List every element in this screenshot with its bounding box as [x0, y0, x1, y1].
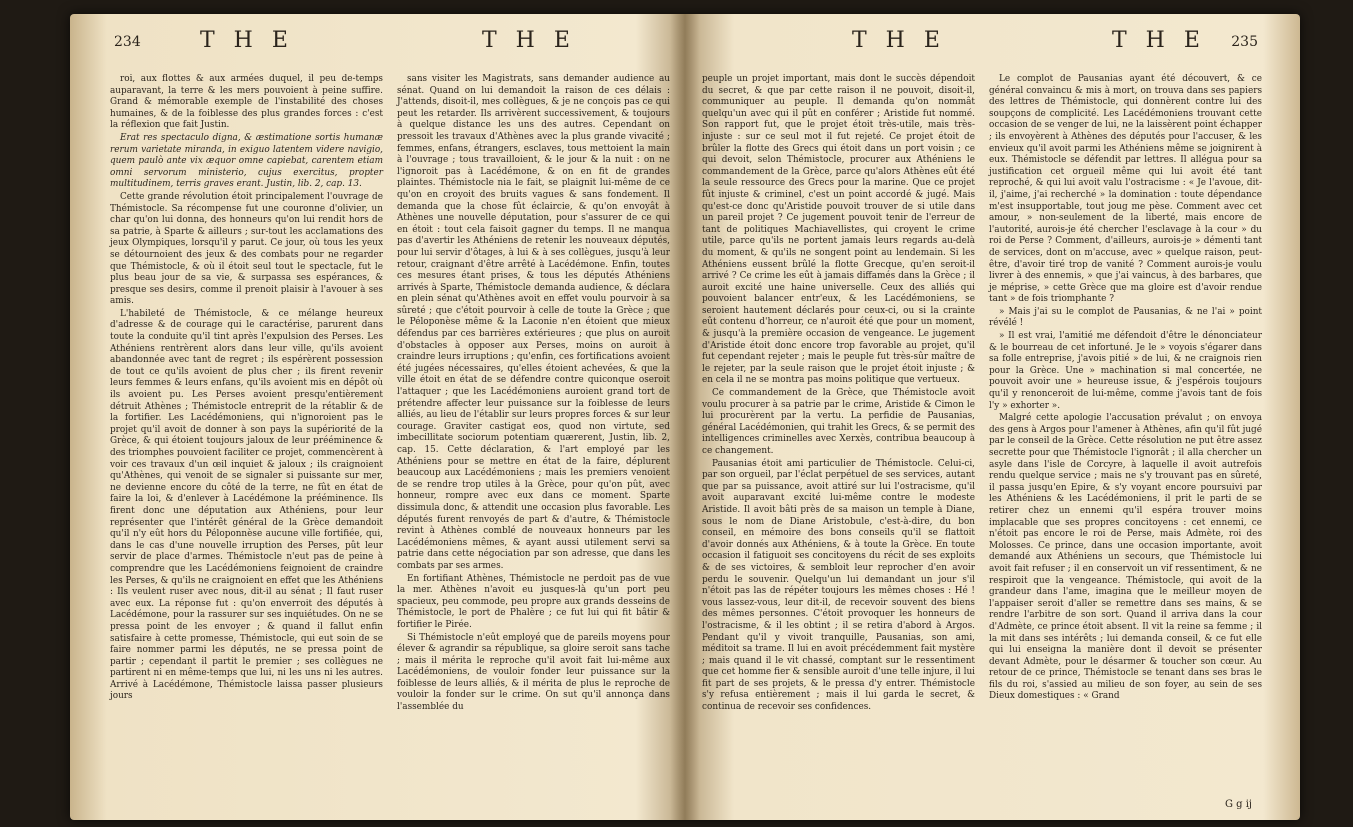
text-column	[989, 74, 1262, 814]
paragraph: Le complot de Pausanias ayant été découvert, & ce général convaincu & mis à mort, on trouva dans ses papiers des lettres de Thémistocle, qui donnèrent contre lui des soupçons de complicité. Les Lacédémoniens trouvant cette occasion de se venger de lui, ne la laissèrent point échapper ; ils envoyèrent à Athènes des députés pour l'accuser, & les envieux qu'il avoit parmi les Athéniens même se joignirent à eux. Thémistocle se défendit par lettres. Il allégua pour sa justification cet orgueil même qui lui avoit été tant reproché, & qui lui avoit valu l'ostracisme : « Je l'avoue, dit-il, j'aime, j'ai recherché » la domination : toute dépendance m'est insupportable, tout joug me pèse. Comment avec cet amour, » non-seulement de la liberté, mais encore de l'autorité, aurois-je été chercher l'esclavage à la cour » du roi de Perse ? Comment, d'ailleurs, aurois-je » démenti tant de services, dont on m'accuse, avec » quelque raison, peut-être, d'avoir tiré trop de vanité ? Comment aurois-je voulu livrer à des ennemis, » que j'ai vaincus, à des barbares, que je méprise, » cette Grèce que ma gloire est d'avoir rendue tant » de fois triomphante ?	[989, 74, 1262, 305]
running-head: T H E	[482, 28, 576, 53]
paragraph: roi, aux flottes & aux armées duquel, il peu de-temps auparavant, la terre & les mers pouvoient à peine suffire. Grand & mémorable exemple de l'instabilité des choses humaines, & de la foiblesse des plus grandes forces : c'est la réflexion que fait Justin.	[110, 74, 383, 131]
paragraph: Cette grande révolution étoit principalement l'ouvrage de Thémistocle. Sa récompense fut une couronne d'olivier, un char qu'on lui donna, des honneurs qu'on lui rendit hors de sa patrie, à Sparte & ailleurs ; sur-tout les acclamations des jeux Olympiques, lorsqu'il y parut. Ce jour, où tous les yeux se détournoient des jeux & des combats pour ne regarder que Thémistocle, & où il étoit seul tout le spectacle, fut le plus beau jour de sa vie, & surpassa ses espérances, & presque ses desirs, comme il prenoit plaisir à l'avouer à ses amis.	[110, 191, 383, 307]
paragraph: peuple un projet important, mais dont le succès dépendoit du secret, & que par cette raison il ne pouvoit, disoit-il, communiquer au peuple. Il demanda qu'on nommât quelqu'un avec qui il pût en conférer ; Aristide fut nommé. Son rapport fut, que le projet étoit très-utile, mais très-injuste : sur ce seul mot il fut rejeté. Ce projet étoit de brûler la flotte des Grecs qui étoit dans un port voisin ; ce qui devoit, selon Thémistocle, procurer aux Athéniens le commandement de la Grèce, parce qu'alors Athènes eût été la seule ressource des Grecs pour la marine. Que ce projet fût injuste & criminel, c'est un point accordé & jugé. Mais qu'est-ce donc qu'Aristide pouvoit trouver de si utile dans un pareil projet ? Ce jugement pouvoit tenir de l'erreur de tant de politiques Machiavellistes, qui croyent le crime utile, parce qu'ils ne portent jamais leurs regards au-delà du moment, & qu'ils ne songent point au lendemain. Si les Athéniens eussent brûlé la flotte Grecque, qu'en seroit-il arrivé ? Ce crime les eût à jamais diffamés dans la Grèce ; il auroit excité une haine universelle. Ceux des alliés qui pouvoient balancer entr'eux, & les Lacédémoniens, se seroient hautement déclarés pour ceux-ci, ou si la crainte eût contenu d'horreur, ce n'auroit été que pour un moment, & jusqu'à la première occasion de vengeance. Le jugement d'Aristide étoit donc encore trop favorable au projet, qu'il fut cependant rejeter ; mais le peuple fut très-sûr maître de le rejeter, par la seule raison que le projet étoit injuste ; & en cela il ne se montra pas moins politique que vertueux.	[702, 74, 975, 386]
page-number: 234	[114, 34, 141, 50]
catchword: G g ij	[1224, 799, 1252, 810]
paragraph: En fortifiant Athènes, Thémistocle ne perdoit pas de vue la mer. Athènes n'avoit eu jusques-là qu'un port peu spacieux, peu commode, peu propre aux grands desseins de Thémistocle, le port de Phalère ; ce fut lui qui fit bâtir & fortifier le Pirée.	[397, 573, 670, 630]
text-column	[110, 74, 383, 814]
paragraph: Si Thémistocle n'eût employé que de pareils moyens pour élever & agrandir sa république, sa gloire seroit sans tache ; mais il mérita le reproche qu'il avoit fait lui-même aux Lacédémoniens, de vouloir fonder leur puissance sur la foiblesse de leurs alliés, & il mérita de plus le reproche de vouloir la fonder sur le crime. On sut qu'il annonça dans l'assemblée du	[397, 632, 670, 713]
paragraph: Ce commandement de la Grèce, que Thémistocle avoit voulu procurer à sa patrie par le crime, Aristide & Cimon le lui procurèrent par la vertu. La perfidie de Pausanias, général Lacédémonien, qui trahit les Grecs, & se permit des intelligences criminelles avec Xerxès, contribua beaucoup à ce changement.	[702, 388, 975, 456]
paragraph: L'habileté de Thémistocle, & ce mélange heureux d'adresse & de courage qui le caractérise, parurent dans toute la conduite qu'il tint après l'expulsion des Perses. Les Athéniens rentrèrent alors dans leur ville, qu'ils avoient abandonnée avec tant de regret ; ils espérèrent possession de tout ce qu'ils avoient de plus cher ; ils firent revenir leurs femmes & leurs enfans, qu'ils avoient mis en dépôt où ils avoient pu. Les Perses avoient presqu'entièrement détruit Athènes ; Thémistocle entreprit de la rétablir & de la fortifier. Les Lacédémoniens, qui n'ignoroient pas le projet qu'il avoit de donner à son pays la supériorité de la Grèce, & qui étoient toujours jaloux de leur prééminence & des triomphes pouvoient faciliter ce projet, commencèrent à voir ces travaux d'un œil inquiet & jaloux ; ils craignoient qu'Athènes, qui venoit de se signaler si puissante sur mer, ne devienne encore du côté de la terre, ne fût en état de faire la loi, & d'enlever à Lacédémone la prééminence. Ils firent donc une députation aux Athéniens, pour leur représenter que l'intérêt général de la Grèce demandoit qu'il n'y eût hors du Péloponnèse aucune ville fortifiée, qui, dans le cas d'une nouvelle irruption des Perses, pût leur servir de place d'armes. Thémistocle n'eut pas de peine à comprendre que les Lacédémoniens feignoient de craindre les Perses, & qu'ils ne craignoient en effet que les Athéniens : Ils veulent ruser avec nous, dit-il au sénat ; Il faut ruser avec eux. La réponse fut : qu'on enverroit des députés à Lacédémone, pour la rassurer sur ses inquiétudes. On ne se pressa point de les envoyer ; & quand il fallut enfin satisfaire à cette promesse, Thémistocle, qui eut soin de se faire nommer parmi les députés, ne se pressa point de partir ; cependant il partit le premier ; ses collègues ne partirent ni en même-temps que lui, ni les uns ni les autres. Arrivé à Lacédémone, Thémistocle laissa passer plusieurs jours	[110, 308, 384, 702]
paragraph: Malgré cette apologie l'accusation prévalut ; on envoya des gens à Argos pour l'amener à Athènes, afin qu'il fût jugé par le conseil de la Grèce. Cette résolution ne put être assez secrette pour que Thémistocle l'ignorât ; il alla chercher un asyle dans l'isle de Corcyre, à laquelle il avoit autrefois rendu quelque service ; mais ne s'y trouvant pas en sûreté, il passa jusqu'en Epire, & s'y voyant encore poursuivi par les Athéniens & les Lacédémoniens, il prit le parti de se retirer chez un ennemi qu'il espéra trouver moins implacable que ses propres concitoyens : cet ennemi, ce n'étoit pas encore le roi de Perse, mais Admète, roi des Molosses. Ce prince, dans une occasion importante, avoit demandé aux Athéniens un secours, que Thémistocle lui avoit fait refuser ; il en conservoit un vif ressentiment, & ne respiroit que la vengeance. Thémistocle, qui avoit de la grandeur dans l'ame, imagina que le meilleur moyen de l'appaiser seroit d'aller se remettre dans ses mains, & se rendre l'arbitre de son sort. Quand il arriva dans la cour d'Admète, ce prince étoit absent. Il vit la reine sa femme ; il la mit dans ses intérêts ; lui demanda conseil, & ce fut elle qui lui enseigna la manière dont il devoit se présenter devant Admète, pour le désarmer & toucher son cœur. Au retour de ce prince, Thémistocle se tenant dans ses bras le fils du roi, s'assied au milieu de son foyer, au sein de ses Dieux domestiques : « Grand	[989, 413, 1262, 702]
left-page	[110, 28, 670, 814]
quotation: Erat res spectaculo digna, & æstimatione sortis humanæ rerum varietate miranda, in exiguo latentem videre navigio, quem paulò ante vix æquor omne capiebat, carentem etiam omni servorum ministerio, cujus exercitus, propter multitudinem, terris graves erant. Justin, lib. 2, cap. 13.	[110, 132, 383, 190]
paragraph: Pausanias étoit ami particulier de Thémistocle. Celui-ci, par son orgueil, par l'éclat perpétuel de ses services, autant que par sa puissance, avoit attiré sur lui l'ostracisme, qu'il avoit auparavant excité lui-même contre le modeste Aristide. Il avoit bâti près de sa maison un temple à Diane, sous le nom de Diane Aristobule, c'est-à-dire, du bon conseil, en mémoire des bons conseils qu'il se flattoit d'avoir donnés aux Athéniens, & à toute la Grèce. En toute occasion il fatiguoit ses concitoyens du récit de ses exploits & de ses victoires, & sembloit leur reprocher d'en avoir perdu le souvenir. Quelqu'un lui demandant un jour s'il n'étoit pas las de répéter toujours les mêmes choses : Hé ! vous lassez-vous, leur dit-il, de recevoir souvent des biens des mêmes personnes. C'étoit provoquer les honneurs de l'ostracisme, & il les obtint ; il se retira d'abord à Argos. Pendant qu'il y vivoit tranquille, Pausanias, son ami, méditoit sa trame. Il lui en avoit précédemment fait mystère ; mais quand il le vit chassé, comptant sur le ressentiment que cet homme fier & sensible auroit d'une telle injure, il lui fit part de ses projets, & le pressa d'y entrer. Thémistocle s'y refusa entièrement ; mais il lui garda le secret, & continua de recevoir ses confidences.	[702, 458, 975, 713]
text-column	[702, 74, 975, 814]
paragraph: » Il est vrai, l'amitié me défendoit d'être le dénonciateur & le bourreau de cet infortuné. Je le » voyois s'égarer dans sa folle entreprise, j'avois pitié » de lui, & ne craignois rien pour la Grèce. Une » machination si mal concertée, ne pouvoit avoir une » heureuse issue, & j'espérois toujours qu'il y renonceroit de lui-même, comme j'avois tant de fois l'y » exhorter ».	[989, 331, 1262, 411]
open-book	[70, 14, 1300, 820]
right-page-header	[702, 28, 1262, 58]
running-head: T H E	[852, 28, 946, 53]
running-head: T H E	[200, 28, 294, 53]
book-gutter	[670, 14, 700, 820]
left-page-header	[110, 28, 670, 58]
paragraph: » Mais j'ai su le complot de Pausanias, & ne l'ai » point révélé !	[989, 306, 1262, 329]
running-head: T H E	[1112, 28, 1206, 53]
right-page	[702, 28, 1262, 814]
paragraph: sans visiter les Magistrats, sans demander audience au sénat. Quand on lui demandoit la raison de ces délais : J'attends, disoit-il, mes collègues, & je ne conçois pas ce qui peut les retarder. Ils arrivèrent successivement, & toujours à quelque distance les uns des autres. Cependant on pressoit les travaux d'Athènes avec la plus grande vivacité ; femmes, enfans, étrangers, esclaves, tous mettoient la main à l'ouvrage ; tous travailloient, & le jour & la nuit : on ne l'ignoroit pas à Lacédémone, & on en fit de grandes plaintes. Thémistocle nia le fait, se plaignit lui-même de ce qu'on en croyoit des bruits vagues & sans fondement. Il demanda que la chose fût éclaircie, & qu'on envoyât à Athènes une nouvelle députation, pour s'assurer de ce qui en étoit : tout cela faisoit gagner du temps. Il ne manqua pas d'avertir les Athéniens de retenir les nouveaux députés, pour lui servir d'ôtages, à lui & à ses collègues, jusqu'à leur retour, craignant d'être arrêté à Lacédémone. Enfin, toutes ces mesures étant prises, & tous les députés Athéniens arrivés à Sparte, Thémistocle demanda audience, & déclara en plein sénat qu'Athènes avoit en effet voulu pourvoir à sa sûreté ; que c'étoit pourvoir à celle de toute la Grèce ; que le Péloponèse même & la Laconie n'en étoient que mieux défendus par ces barrières extérieures ; que plus on auroit d'obstacles à opposer aux Perses, moins on auroit à craindre leurs irruptions ; qu'enfin, ces fortifications avoient été jugées nécessaires, qu'elles étoient achevées, & que la ville étoit en état de se défendre contre quiconque oseroit l'attaquer ; que les Lacédémoniens auroient grand tort de prétendre affecter leur puissance sur la foiblesse de leurs alliés, au lieu de l'établir sur leurs propres forces & sur leur courage. Graviter castigat eos, quod non virtute, sed imbecillitate sociorum potentiam quærerent, Justin, lib. 2, cap. 15. Cette déclaration, & l'art employé par les Athéniens pour se mettre en état de la faire, déplurent beaucoup aux Lacédémoniens ; mais les premiers venoient de se rendre trop utiles à la Grèce, pour qu'on pût, avec honneur, rompre avec eux dans ce moment. Sparte dissimula donc, & attendit une occasion plus favorable. Les députés furent renvoyés de part & d'autre, & Thémistocle revint à Athènes comblé de nouveaux honneurs par les Lacédémoniens mêmes, & ayant aussi utilement servi sa patrie dans cette négociation par son adresse, que dans les combats par ses armes.	[397, 74, 670, 571]
text-column	[397, 74, 670, 814]
page-number: 235	[1231, 34, 1258, 50]
